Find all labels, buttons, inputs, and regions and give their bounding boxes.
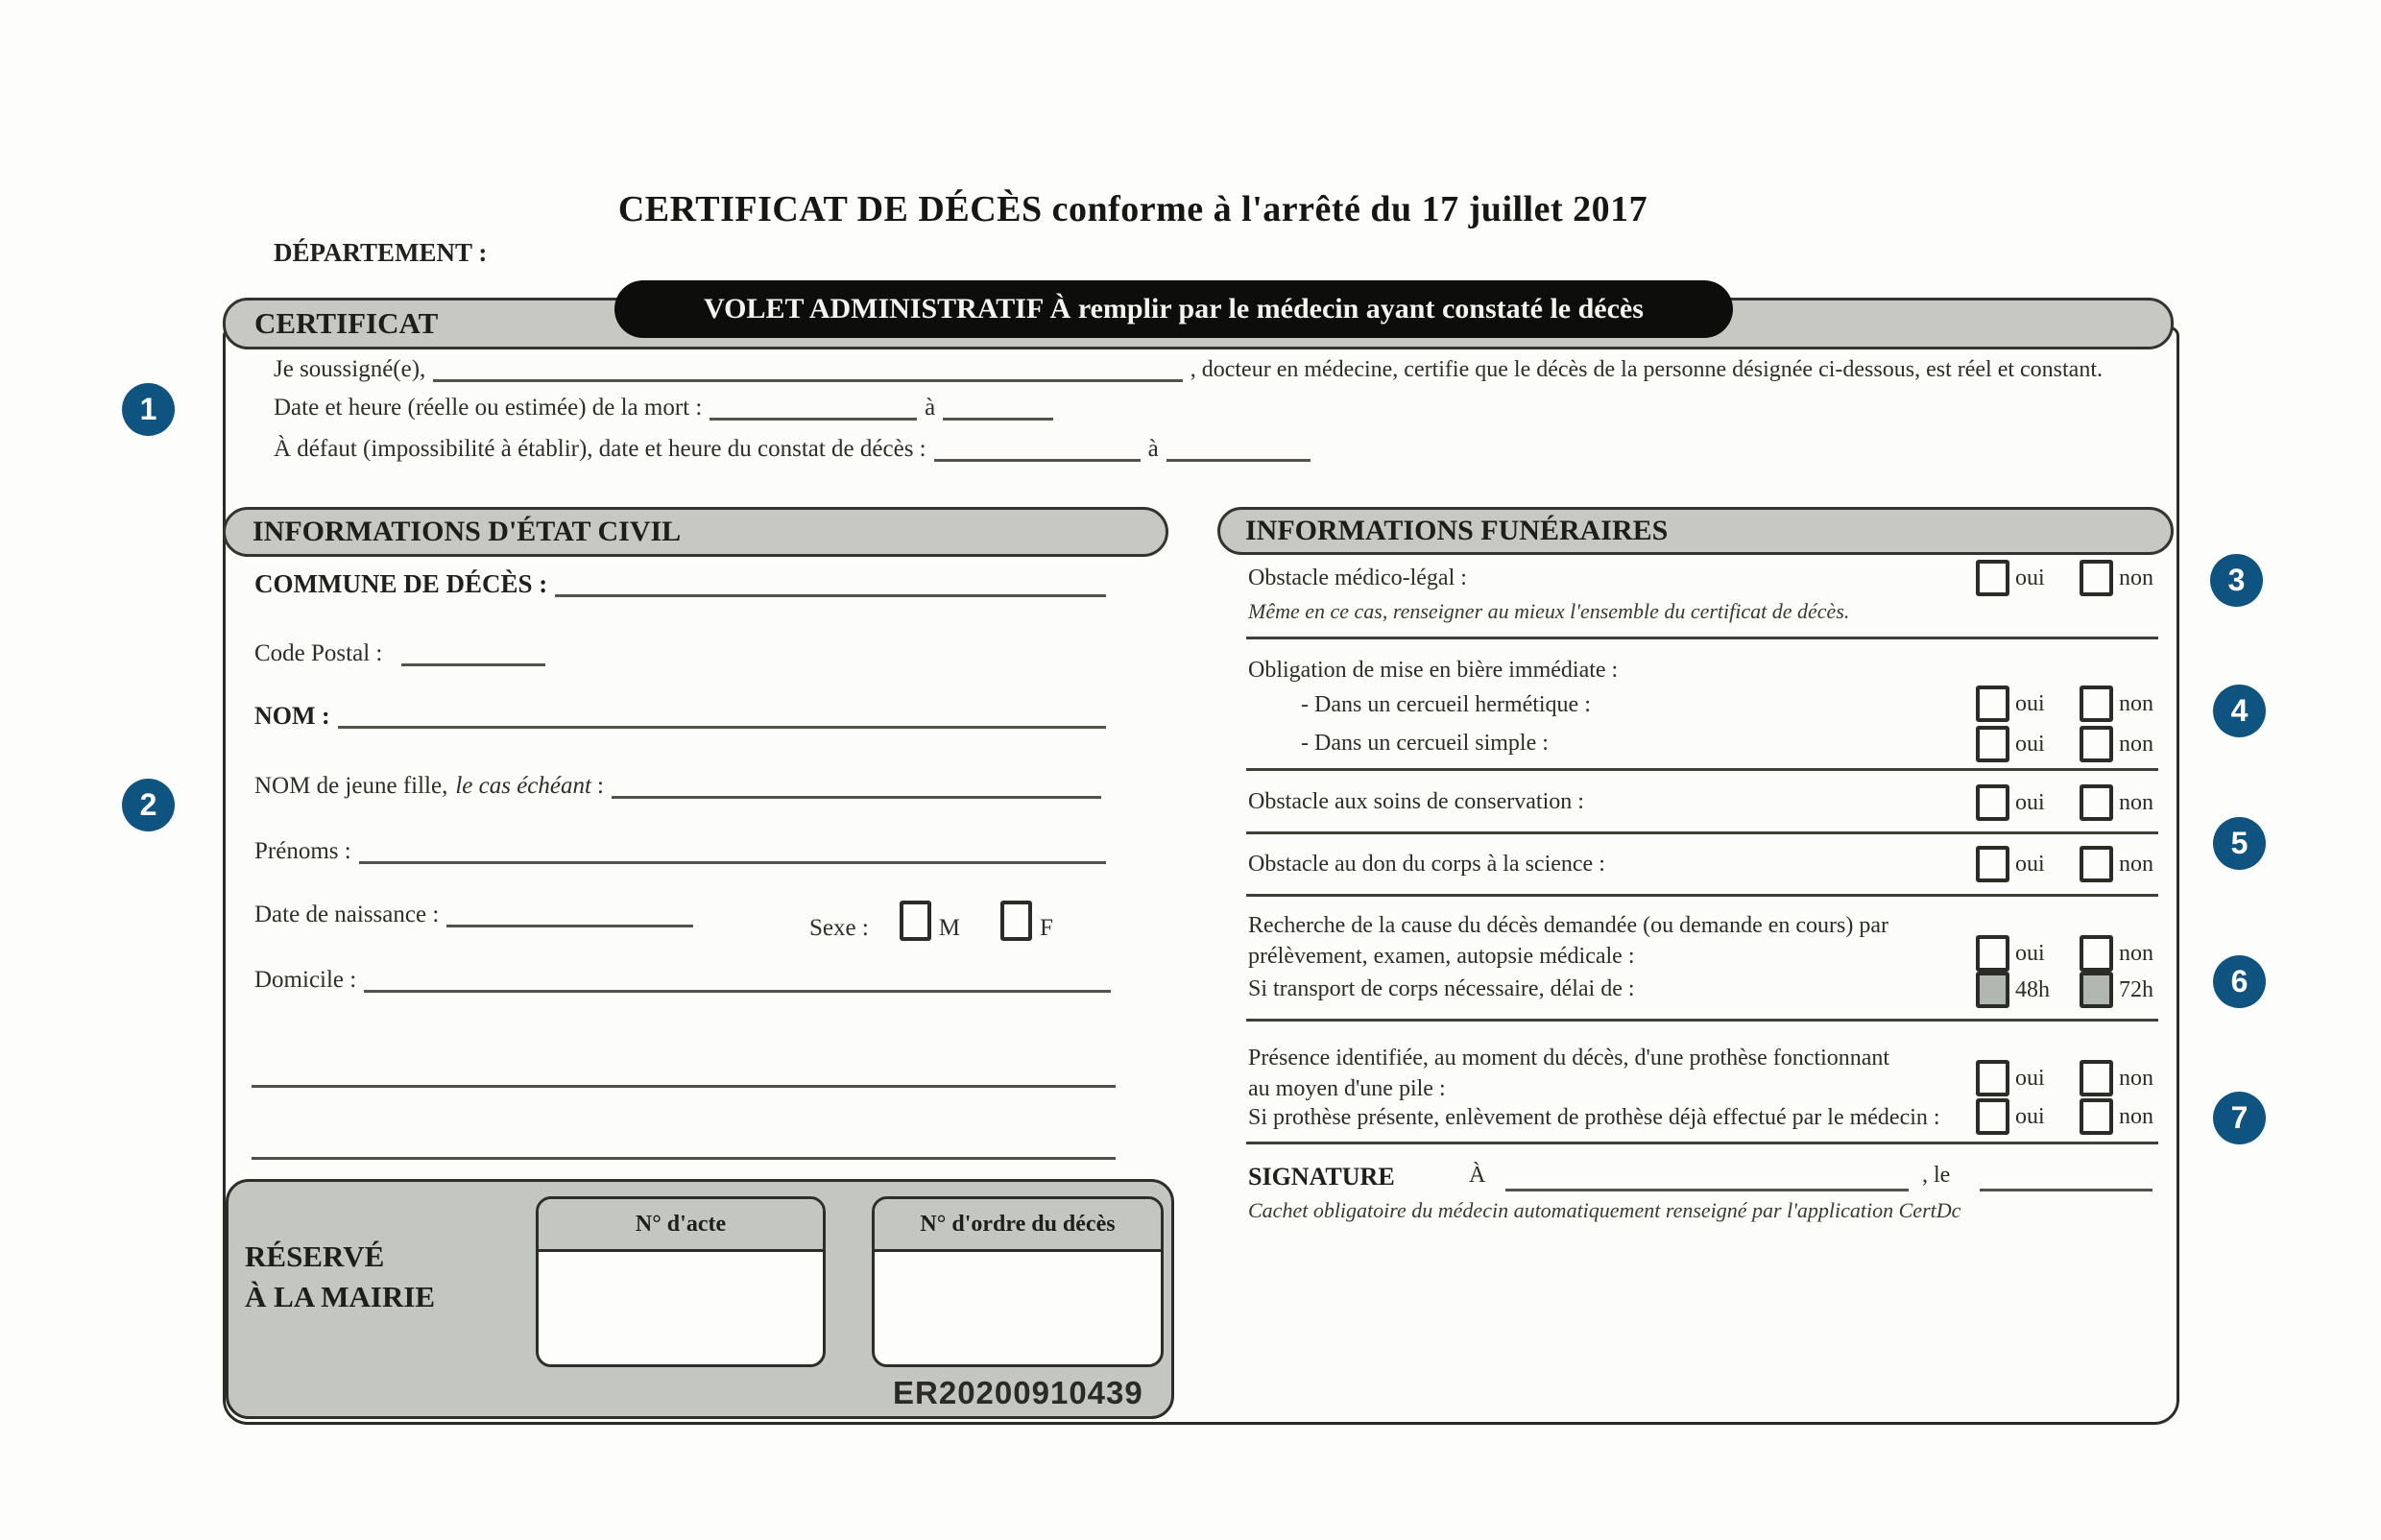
signature-le-label: , le [1922,1163,1951,1188]
nom-row [254,703,1114,729]
date-mort-a: à [925,395,936,421]
don-science-choices: oui non [1976,846,2153,882]
nom-jf-prefix: NOM de jeune fille, [254,773,448,799]
divider [1246,894,2158,897]
checkbox-enlevement-non[interactable] [2080,1098,2113,1135]
certificat-section-title: CERTIFICAT [254,306,439,340]
signature-date-blank-field [1980,1189,2153,1191]
date-naissance-label: Date de naissance : [254,902,440,927]
prenoms-blank-field [359,840,1106,864]
checkbox-conservation-non[interactable] [2080,784,2113,821]
page-title: CERTIFICAT DE DÉCÈS conforme à l'arrêté du 17 juillet 2017 [617,189,1648,229]
divider [1246,768,2158,771]
cachet-note: Cachet obligatoire du médecin automatiquement renseigné par l'application CertDc [1248,1198,1961,1222]
divider [1246,637,2158,639]
divider [1246,1142,2158,1144]
heure-mort-blank-field [943,397,1053,421]
divider [1246,1019,2158,1022]
commune-row [254,570,1114,597]
cercueil-hermetique-choices: oui non [1976,686,2153,722]
sexe-m-label: M [938,914,961,941]
checkbox-hermetique-oui[interactable] [1976,686,2009,722]
domicile-label: Domicile : [254,967,357,993]
recherche-cause-choices: oui non [1976,935,2153,972]
sexe-group [809,901,1053,941]
date-naissance-blank-field [446,903,693,927]
soussigne-suffix: , docteur en médecine, certifie que le décès de la personne désignée ci-dessous, est réel et constant. [1190,357,2103,383]
cercueil-simple-label: - Dans un cercueil simple : [1301,731,1549,756]
constat-a: à [1147,436,1159,462]
checkbox-sexe-m[interactable] [900,901,931,941]
signature-label: SIGNATURE [1248,1163,1395,1191]
divider [1246,831,2158,834]
nom-jf-blank-field [612,775,1101,799]
er-code: ER20200910439 [893,1375,1143,1410]
nom-jf-colon: : [596,773,604,799]
signature-lieu-blank-field [1505,1189,1909,1191]
sexe-f-label: F [1040,914,1053,941]
domicile-row [254,968,1118,993]
step-marker-6: 6 [2213,955,2266,1008]
date-mort-row [274,396,1061,421]
soins-conservation-label: Obstacle aux soins de conservation : [1248,789,1584,814]
prothese-pile-choices: oui non [1976,1060,2153,1096]
step-marker-7: 7 [2213,1092,2266,1144]
nom-jf-italic: le cas échéant [455,773,591,799]
step-marker-4: 4 [2213,685,2266,737]
step-marker-2: 2 [122,779,175,831]
numero-ordre-label: N° d'ordre du décès [875,1199,1161,1252]
volet-administratif-banner: VOLET ADMINISTRATIF À remplir par le médecin ayant constaté le décès [614,280,1733,338]
date-naissance-row [254,902,701,927]
commune-blank-field [555,573,1106,597]
prenoms-label: Prénoms : [254,838,351,864]
checkbox-sexe-f[interactable] [1000,901,1032,941]
checkbox-recherche-non[interactable] [2080,935,2113,972]
department-label: DÉPARTEMENT : [274,238,488,267]
recherche-cause-line2: prélèvement, examen, autopsie médicale : [1248,944,1635,969]
checkbox-hermetique-non[interactable] [2080,686,2113,722]
nom-jeune-fille-row [254,774,1109,799]
obstacle-medico-legal-choices: oui non [1976,560,2153,596]
reserve-mairie-label: RÉSERVÉ À LA MAIRIE [245,1239,436,1313]
constat-label: À défaut (impossibilité à établir), date et heure du constat de décès : [274,436,926,462]
cercueil-simple-choices: oui non [1976,726,2153,762]
step-marker-1: 1 [122,383,175,436]
checkbox-recherche-oui[interactable] [1976,935,2009,972]
checkbox-enlevement-oui[interactable] [1976,1098,2009,1135]
checkbox-simple-non[interactable] [2080,726,2113,762]
prothese-enlevement-label: Si prothèse présente, enlèvement de prothèse déjà effectué par le médecin : [1248,1105,1940,1130]
domicile-blank-field [364,969,1111,993]
soins-conservation-choices: oui non [1976,784,2153,821]
checkbox-don-science-non[interactable] [2080,846,2113,882]
date-mort-label: Date et heure (réelle ou estimée) de la mort : [274,395,703,421]
code-postal-row [254,641,562,666]
obstacle-medico-legal-note: Même en ce cas, renseigner au mieux l'ensemble du certificat de décès. [1248,599,1850,623]
soussigne-blank-field [433,358,1182,382]
sexe-label: Sexe : [809,914,869,941]
funeraires-title: INFORMATIONS FUNÉRAIRES [1245,515,1669,546]
checkbox-prothese-non[interactable] [2080,1060,2113,1096]
funeraires-section-header [1217,507,2174,555]
date-mort-blank-field [709,397,917,421]
numero-ordre-slot [872,1196,1164,1367]
checkbox-delai-72h[interactable] [2080,972,2113,1008]
nom-blank-field [338,705,1106,729]
nom-label: NOM : [254,702,330,730]
checkbox-obstacle-ml-oui[interactable] [1976,560,2009,596]
checkbox-don-science-oui[interactable] [1976,846,2009,882]
checkbox-simple-oui[interactable] [1976,726,2009,762]
numero-acte-slot [536,1196,826,1367]
recherche-cause-line1: Recherche de la cause du décès demandée (ou demande en cours) par [1248,913,1888,938]
transport-label: Si transport de corps nécessaire, délai de : [1248,976,1635,1001]
step-marker-3: 3 [2210,554,2263,607]
soussigne-prefix: Je soussigné(e), [274,356,426,382]
prothese-line1: Présence identifiée, au moment du décès, d'une prothèse fonctionnant [1248,1046,1890,1071]
numero-acte-label: N° d'acte [539,1199,823,1252]
code-postal-blank-field [401,642,545,666]
transport-delai-choices: 48h 72h [1976,972,2153,1008]
mise-en-biere-label: Obligation de mise en bière immédiate : [1248,658,1619,683]
cercueil-hermetique-label: - Dans un cercueil hermétique : [1301,692,1591,717]
commune-label: COMMUNE DE DÉCÈS : [254,569,548,598]
etat-civil-title: INFORMATIONS D'ÉTAT CIVIL [253,516,682,547]
prothese-line2: au moyen d'une pile : [1248,1076,1446,1101]
checkbox-prothese-oui[interactable] [1976,1060,2009,1096]
checkbox-delai-48h[interactable] [1976,972,2009,1008]
domicile-extra-line-2 [252,1157,1116,1160]
don-science-label: Obstacle au don du corps à la science : [1248,852,1605,877]
checkbox-conservation-oui[interactable] [1976,784,2009,821]
signature-a-label: À [1469,1163,1486,1188]
constat-heure-blank-field [1166,438,1311,462]
constat-row [274,437,1330,462]
soussigne-row [274,357,2103,382]
obstacle-medico-legal-label: Obstacle médico-légal : [1248,565,1467,590]
prenoms-row [254,839,1114,864]
prothese-enlevement-choices: oui non [1976,1098,2153,1135]
code-postal-label: Code Postal : [254,640,383,666]
constat-date-blank-field [934,438,1141,462]
etat-civil-section-header [223,507,1168,557]
checkbox-obstacle-ml-non[interactable] [2080,560,2113,596]
step-marker-5: 5 [2213,817,2266,870]
domicile-extra-line-1 [252,1085,1116,1088]
